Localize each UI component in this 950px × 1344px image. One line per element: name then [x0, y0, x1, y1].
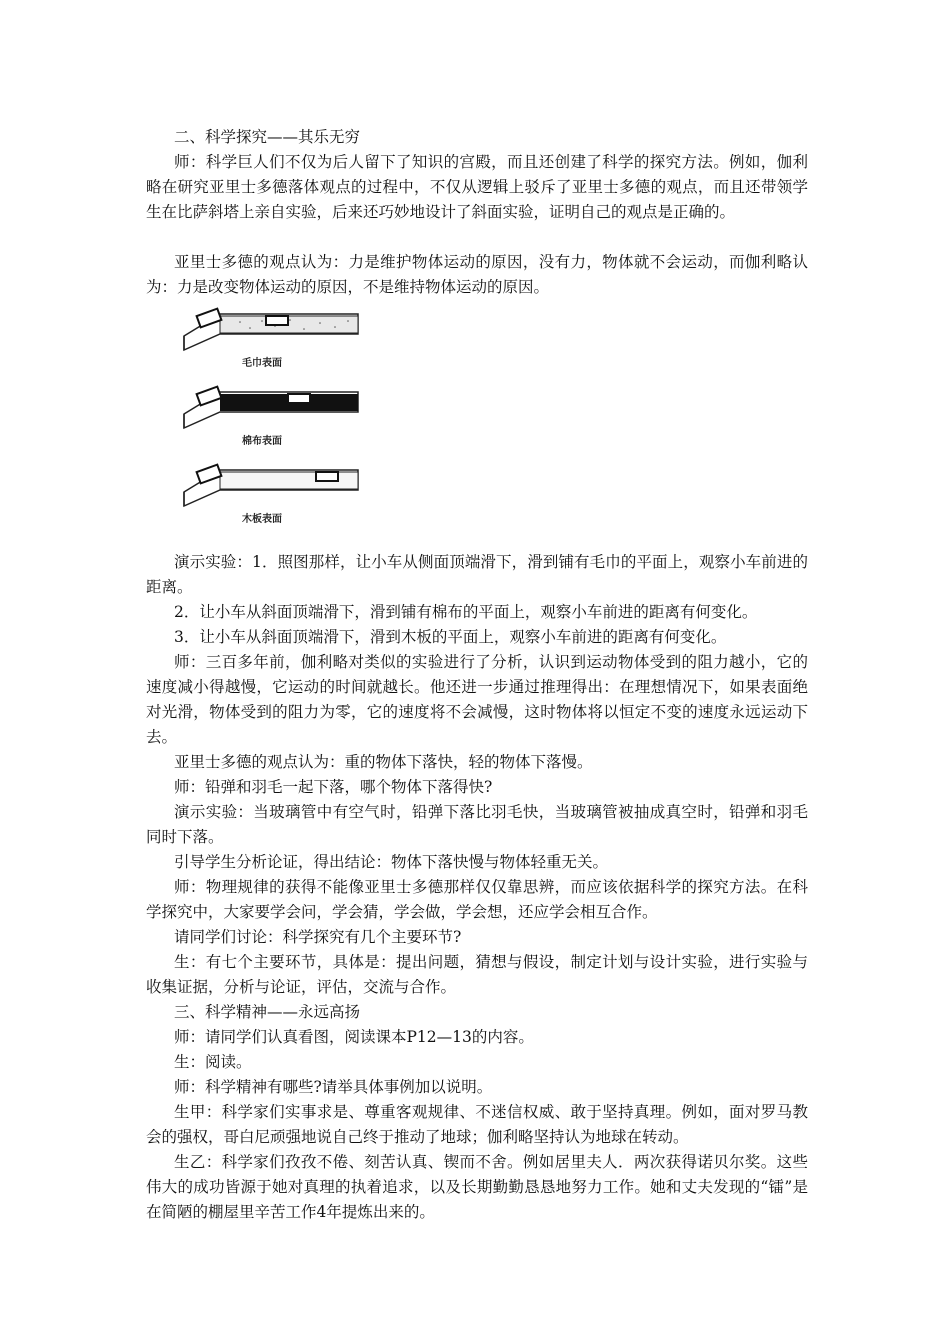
- paragraph: 师：铅弹和羽毛一起下落，哪个物体下落得快?: [174, 778, 493, 796]
- incline-panel-towel: [184, 309, 358, 369]
- incline-panel-cotton: [184, 387, 358, 447]
- paragraph: 生乙：科学家们孜孜不倦、刻苦认真、锲而不舍。例如居里夫人．两次获得诺贝尔奖。这些伟大的成功皆源于她对真理的执着追求，以及长期勤勤恳恳地努力工作。她和丈夫发现的“镭”是在简陋的棚屋里辛苦工作4年提炼出来的。: [146, 1153, 808, 1221]
- paragraph: 师：科学巨人们不仅为后人留下了知识的宫殿，而且还创建了科学的探究方法。例如，伽利略在研究亚里士多德落体观点的过程中，不仅从逻辑上驳斥了亚里士多德的观点，而且还带领学生在比萨斜塔上亲自实验，后来还巧妙地设计了斜面实验，证明自己的观点是正确的。: [146, 153, 808, 221]
- paragraph: 生：阅读。: [174, 1053, 252, 1071]
- figure-label-towel: 毛巾表面: [242, 358, 282, 369]
- paragraph: 生：有七个主要环节，具体是：提出问题，猜想与假设，制定计划与设计实验，进行实验与收集证据，分析与论证，评估，交流与合作。: [146, 953, 808, 996]
- paragraph: 师：物理规律的获得不能像亚里士多德那样仅仅靠思辨，而应该依据科学的探究方法。在科学探究中，大家要学会问，学会猜，学会做，学会想，还应学会相互合作。: [146, 878, 808, 921]
- paragraph: 请同学们讨论：科学探究有几个主要环节?: [174, 928, 462, 946]
- paragraph: 师：请同学们认真看图，阅读课本P12—13的内容。: [174, 1028, 534, 1046]
- incline-experiment-figure: [180, 304, 370, 532]
- paragraph: 2．让小车从斜面顶端滑下，滑到铺有棉布的平面上，观察小车前进的距离有何变化。: [174, 603, 758, 621]
- paragraph: 师：三百多年前，伽利略对类似的实验进行了分析，认识到运动物体受到的阻力越小，它的速度减小得越慢，它运动的时间就越长。他还进一步通过推理得出：在理想情况下，如果表面绝对光滑，物体受到的阻力为零，它的速度将不会减慢，这时物体将以恒定不变的速度永远运动下去。: [146, 653, 808, 746]
- paragraph: 亚里士多德的观点认为：力是维护物体运动的原因，没有力，物体就不会运动，而伽利略认为：力是改变物体运动的原因，不是维持物体运动的原因。: [146, 253, 808, 296]
- figure-label-wood: 木板表面: [242, 514, 282, 525]
- paragraph: 引导学生分析论证，得出结论：物体下落快慢与物体轻重无关。: [174, 853, 609, 871]
- paragraph: 演示实验：当玻璃管中有空气时，铅弹下落比羽毛快，当玻璃管被抽成真空时，铅弹和羽毛同时下落。: [146, 803, 808, 846]
- paragraph: 3．让小车从斜面顶端滑下，滑到木板的平面上，观察小车前进的距离有何变化。: [174, 628, 727, 646]
- paragraph: 演示实验：1．照图那样，让小车从侧面顶端滑下，滑到铺有毛巾的平面上，观察小车前进的距离。: [146, 553, 808, 596]
- paragraph: 师：科学精神有哪些?请举具体事例加以说明。: [174, 1078, 493, 1096]
- figure-label-cotton: 棉布表面: [242, 436, 282, 447]
- section-heading-2: 二、科学探究——其乐无穷: [174, 128, 361, 146]
- section-heading-3: 三、科学精神——永远高扬: [174, 1003, 361, 1021]
- paragraph: 亚里士多德的观点认为：重的物体下落快，轻的物体下落慢。: [174, 753, 593, 771]
- incline-panel-wood: [184, 465, 358, 525]
- paragraph: 生甲：科学家们实事求是、尊重客观规律、不迷信权威、敢于坚持真理。例如，面对罗马教会的强权，哥白尼顽强地说自己终于推动了地球；伽利略坚持认为地球在转动。: [146, 1103, 808, 1146]
